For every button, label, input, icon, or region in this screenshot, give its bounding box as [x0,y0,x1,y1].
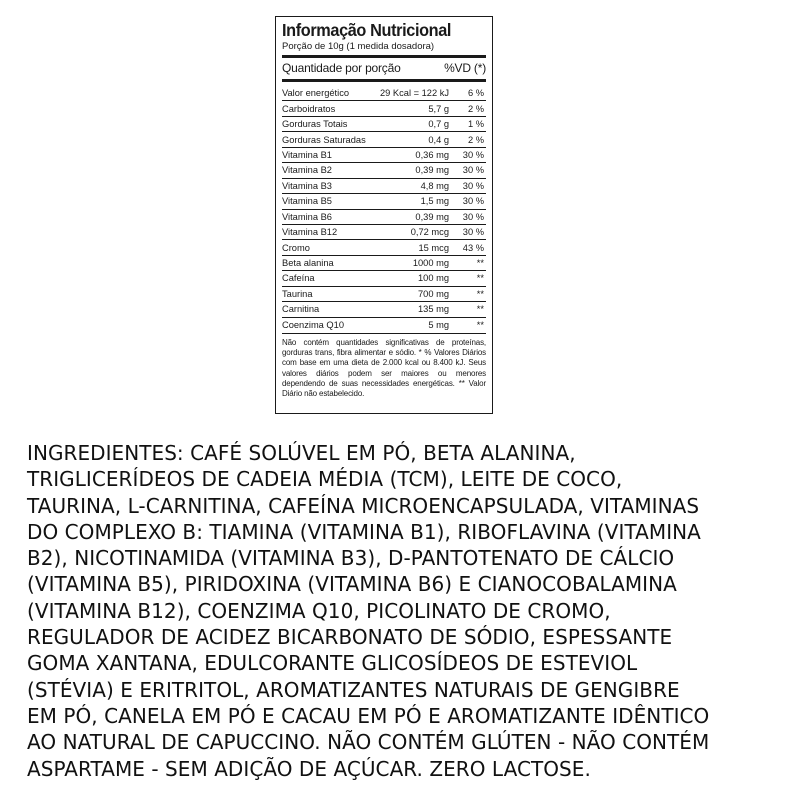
nutrient-vd: 1 % [454,116,486,131]
table-row [282,116,486,131]
nutrient-amount: 0,7 g [373,116,454,131]
nutrient-amount: 5 mg [428,319,449,330]
nutrient-name: Gorduras Totais [282,116,373,131]
nutrient-name: Carnitina [282,302,373,317]
nutrient-amount: 0,36 mg [373,147,454,162]
nutrient-vd: 30 % [454,163,486,178]
table-row [282,271,486,286]
vd-header: %VD (*) [444,61,486,75]
nutrient-vd: ** [454,302,486,317]
nutrient-amount: 100 mg [373,271,454,286]
nutrient-name: Cafeína [282,271,373,286]
nutrient-vd: ** [454,271,486,286]
nutrient-amount: 0,72 mcg [373,224,454,239]
nutrient-name: Cromo [282,240,373,255]
nutrient-name: Coenzima Q10 [282,319,345,330]
thick-divider [282,79,486,82]
label-footnote: Não contém quantidades significativas de proteínas, gorduras trans, fibra alimentar e sódio. * % Valores Diários com base em uma dieta de 2.000 kcal ou 8.400 kJ. Seus valores diários podem ser maiores ou menores dependendo de suas necessidades energéticas. ** Valor Diário não estabelecido. [282,333,486,399]
nutrient-amount: 0,39 mg [373,163,454,178]
nutrient-name: Vitamina B2 [282,163,373,178]
table-row [282,83,486,101]
ingredients-text: INGREDIENTES: CAFÉ SOLÚVEL EM PÓ, BETA ALANINA, TRIGLICERÍDEOS DE CADEIA MÉDIA (TCM), LEITE DE COCO, TAURINA, L-CARNITINA, CAFEÍNA MICROENCAPSULADA, VITAMINAS DO COMPLEXO B: TIAMINA (VITAMINA B1), RIBOFLAVINA (VITAMINA B2), NICOTINAMIDA (VITAMINA B3), D-PANTOTENATO DE CÁLCIO (VITAMINA B5), PIRIDOXINA (VITAMINA B6) E CIANOCOBALAMINA (VITAMINA B12), COENZIMA Q10, PICOLINATO DE CROMO, REGULADOR DE ACIDEZ BICARBONATO DE SÓDIO, ESPESSANTE GOMA XANTANA, EDULCORANTE GLICOSÍDEOS DE ESTEVIOL (STÉVIA) E ERITRITOL, AROMATIZANTES NATURAIS DE GENGIBRE EM PÓ, CANELA EM PÓ E CACAU EM PÓ E AROMATIZANTE IDÊNTICO AO NATURAL DE CAPUCCINO. NÃO CONTÉM GLÚTEN - NÃO CONTÉM ASPARTAME - SEM ADIÇÃO DE AÇÚCAR. ZERO LACTOSE. [27,441,710,781]
nutrient-amount: 700 mg [373,286,454,301]
nutrient-name: Carboidratos [282,101,373,116]
nutrition-facts-label [275,16,493,414]
quantity-header: Quantidade por porção [282,61,401,75]
table-row [282,317,486,332]
table-row [282,286,486,301]
table-row [282,302,486,317]
nutrient-name: Vitamina B12 [282,224,373,239]
nutrient-amount: 0,39 mg [373,209,454,224]
nutrient-vd: 30 % [454,194,486,209]
portion-size: Porção de 10g (1 medida dosadora) [282,41,435,52]
nutrition-table-body [282,83,486,332]
nutrient-amount: 5,7 g [373,101,454,116]
nutrient-name: Vitamina B5 [282,194,373,209]
nutrient-name: Beta alanina [282,255,373,270]
nutrient-amount: 1,5 mg [373,194,454,209]
nutrient-amount: 29 Kcal = 122 kJ [373,83,454,101]
nutrient-amount: 15 mcg [373,240,454,255]
table-row [282,163,486,178]
nutrient-name: Valor energético [282,83,373,101]
nutrient-vd: ** [454,255,486,270]
label-title: Informação Nutricional [282,20,452,40]
table-row [282,209,486,224]
table-row [282,147,486,162]
nutrient-name: Vitamina B6 [282,209,373,224]
nutrient-vd: 30 % [454,209,486,224]
nutrient-vd: 2 % [454,132,486,147]
nutrient-vd: 30 % [454,147,486,162]
nutrient-amount: 4,8 mg [373,178,454,193]
nutrient-name: Gorduras Saturadas [282,132,373,147]
nutrient-vd: 30 % [454,178,486,193]
nutrient-vd: 6 % [454,83,486,101]
nutrient-amount: 0,4 g [373,132,454,147]
nutrient-vd: ** [454,286,486,301]
thick-divider [282,55,486,58]
nutrient-vd: 2 % [454,101,486,116]
table-row [282,194,486,209]
nutrient-vd: 30 % [454,224,486,239]
nutrient-vd: 43 % [454,240,486,255]
nutrient-name: Vitamina B3 [282,178,373,193]
table-row [282,132,486,147]
table-row [282,255,486,270]
nutrient-amount: 1000 mg [373,255,454,270]
table-row [282,240,486,255]
table-row [282,224,486,239]
nutrition-table [282,83,486,332]
table-header [282,59,486,78]
table-row [282,178,486,193]
table-row [282,101,486,116]
nutrient-name: Taurina [282,286,373,301]
nutrient-amount: 135 mg [373,302,454,317]
nutrient-name: Vitamina B1 [282,147,373,162]
nutrient-vd: ** [476,319,484,330]
